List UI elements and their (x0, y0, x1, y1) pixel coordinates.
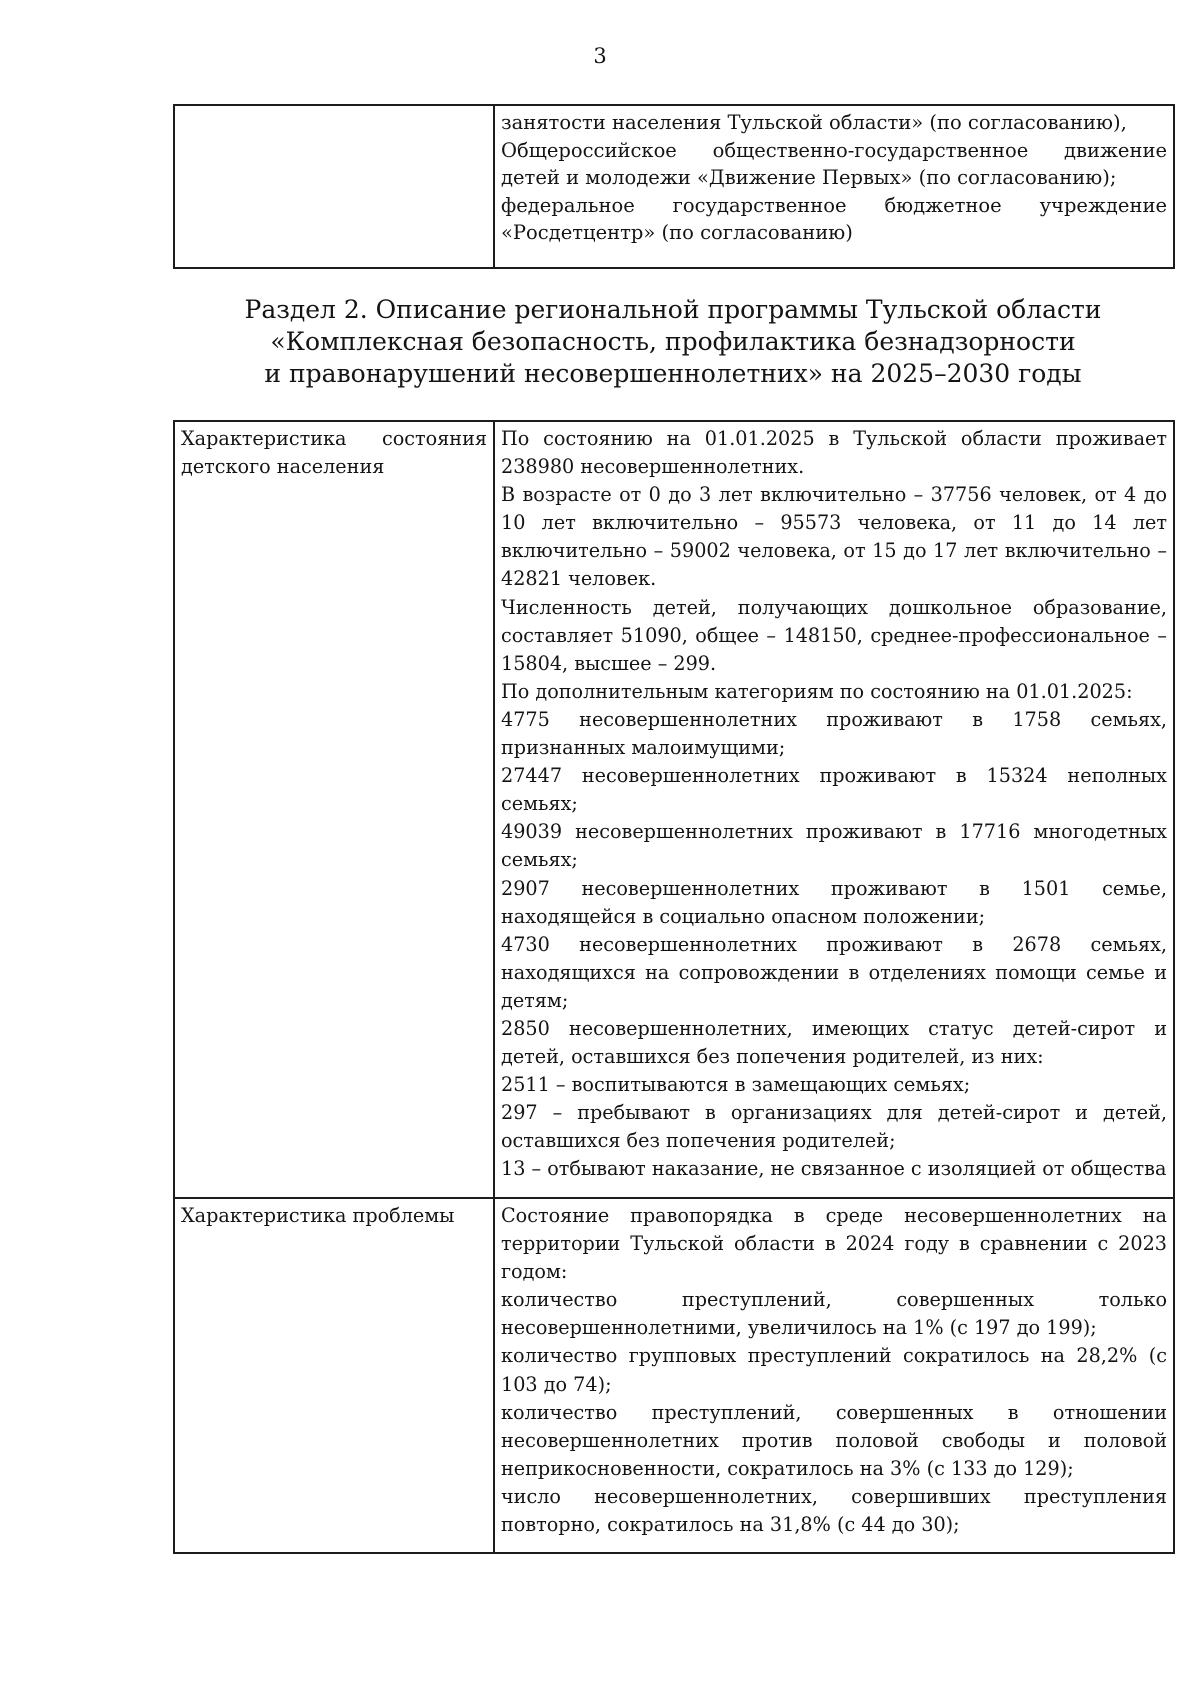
content-paragraph: число несовершеннолетних, совершивших преступления повторно, сократилось на 31,8% (с 44 до 30); (501, 1484, 1167, 1537)
row-content-cell (494, 421, 1174, 1198)
table-row (174, 105, 1174, 268)
row-label-cell (174, 421, 494, 1198)
content-paragraph: 13 – отбывают наказание, не связанное с изоляцией от общества (501, 1157, 1167, 1181)
continued-participants-table (173, 104, 1175, 269)
row-label-cell (174, 1198, 494, 1553)
content-paragraph: 27447 несовершеннолетних проживают в 15324 неполных семьях; (501, 764, 1167, 816)
row-content-cell (494, 1198, 1174, 1553)
content-paragraph: По дополнительным категориям по состоянию на 01.01.2025: (501, 679, 1133, 703)
content-paragraph: 297 – пребывают в организациях для детей-сирот и детей, оставшихся без попечения родителей; (501, 1101, 1167, 1153)
section-heading-line: Раздел 2. Описание региональной программы Тульской области (244, 295, 1102, 324)
content-paragraph: Состояние правопорядка в среде несовершеннолетних на территории Тульской области в 2024 году в сравнении с 2023 годом: (501, 1204, 1167, 1284)
content-paragraph: В возрасте от 0 до 3 лет включительно – 37756 человек, от 4 до 10 лет включительно – 95573 человека, от 11 до 14 лет включительно – 59002 человека, от 15 до 17 лет включительно – 42821 человек. (501, 483, 1167, 591)
content-paragraph: количество преступлений, совершенных только несовершеннолетними, увеличилось на 1% (с 197 до 199); (501, 1288, 1167, 1340)
participant-paragraph: федеральное государственное бюджетное учреждение «Росдетцентр» (по согласованию) (501, 193, 1167, 245)
content-paragraph: 2511 – воспитываются в замещающих семьях; (501, 1073, 971, 1097)
content-paragraph: 4730 несовершеннолетних проживают в 2678 семьях, находящихся на сопровождении в отделениях помощи семье и детям; (501, 932, 1167, 1012)
content-paragraph: количество преступлений, совершенных в отношении несовершеннолетних против половой свободы и половой неприкосновенности, сократилось на 3% (с 133 до 129); (501, 1400, 1167, 1480)
row-label: Характеристика проблемы (181, 1204, 455, 1227)
program-description-table (173, 420, 1175, 1554)
page-number: 3 (593, 44, 607, 68)
content-paragraph: 4775 несовершеннолетних проживают в 1758 семьях, признанных малоимущими; (501, 707, 1167, 760)
section-heading-line: «Комплексная безопасность, профилактика безнадзорности (270, 327, 1076, 356)
participant-paragraph: Общероссийское общественно-государственное движение детей и молодежи «Движение Первых» (по согласованию); (501, 138, 1167, 190)
content-paragraph: Численность детей, получающих дошкольное образование, составляет 51090, общее – 148150, среднее-профессиональное – 15804, высшее – 299. (501, 595, 1167, 675)
content-paragraph: 2907 несовершеннолетних проживают в 1501 семье, находящейся в социально опасном положении; (501, 876, 1167, 928)
content-paragraph: 49039 несовершеннолетних проживают в 17716 многодетных семьях; (501, 820, 1167, 872)
row-label: Характеристика состояния детского населения (181, 427, 487, 479)
content-paragraph: 2850 несовершеннолетних, имеющих статус детей-сирот и детей, оставшихся без попечения родителей, из них: (501, 1016, 1167, 1069)
empty-label-cell (174, 105, 494, 268)
section-heading (173, 294, 1173, 390)
table-row (174, 1198, 1174, 1553)
content-paragraph: По состоянию на 01.01.2025 в Тульской области проживает 238980 несовершеннолетних. (501, 427, 1167, 479)
participants-cell (494, 105, 1174, 268)
content-paragraph: количество групповых преступлений сократилось на 28,2% (с 103 до 74); (501, 1344, 1167, 1396)
section-heading-line: и правонарушений несовершеннолетних» на 2025–2030 годы (264, 359, 1082, 388)
participant-paragraph: занятости населения Тульской области» (по согласованию), (501, 111, 1127, 134)
table-row (174, 421, 1174, 1198)
